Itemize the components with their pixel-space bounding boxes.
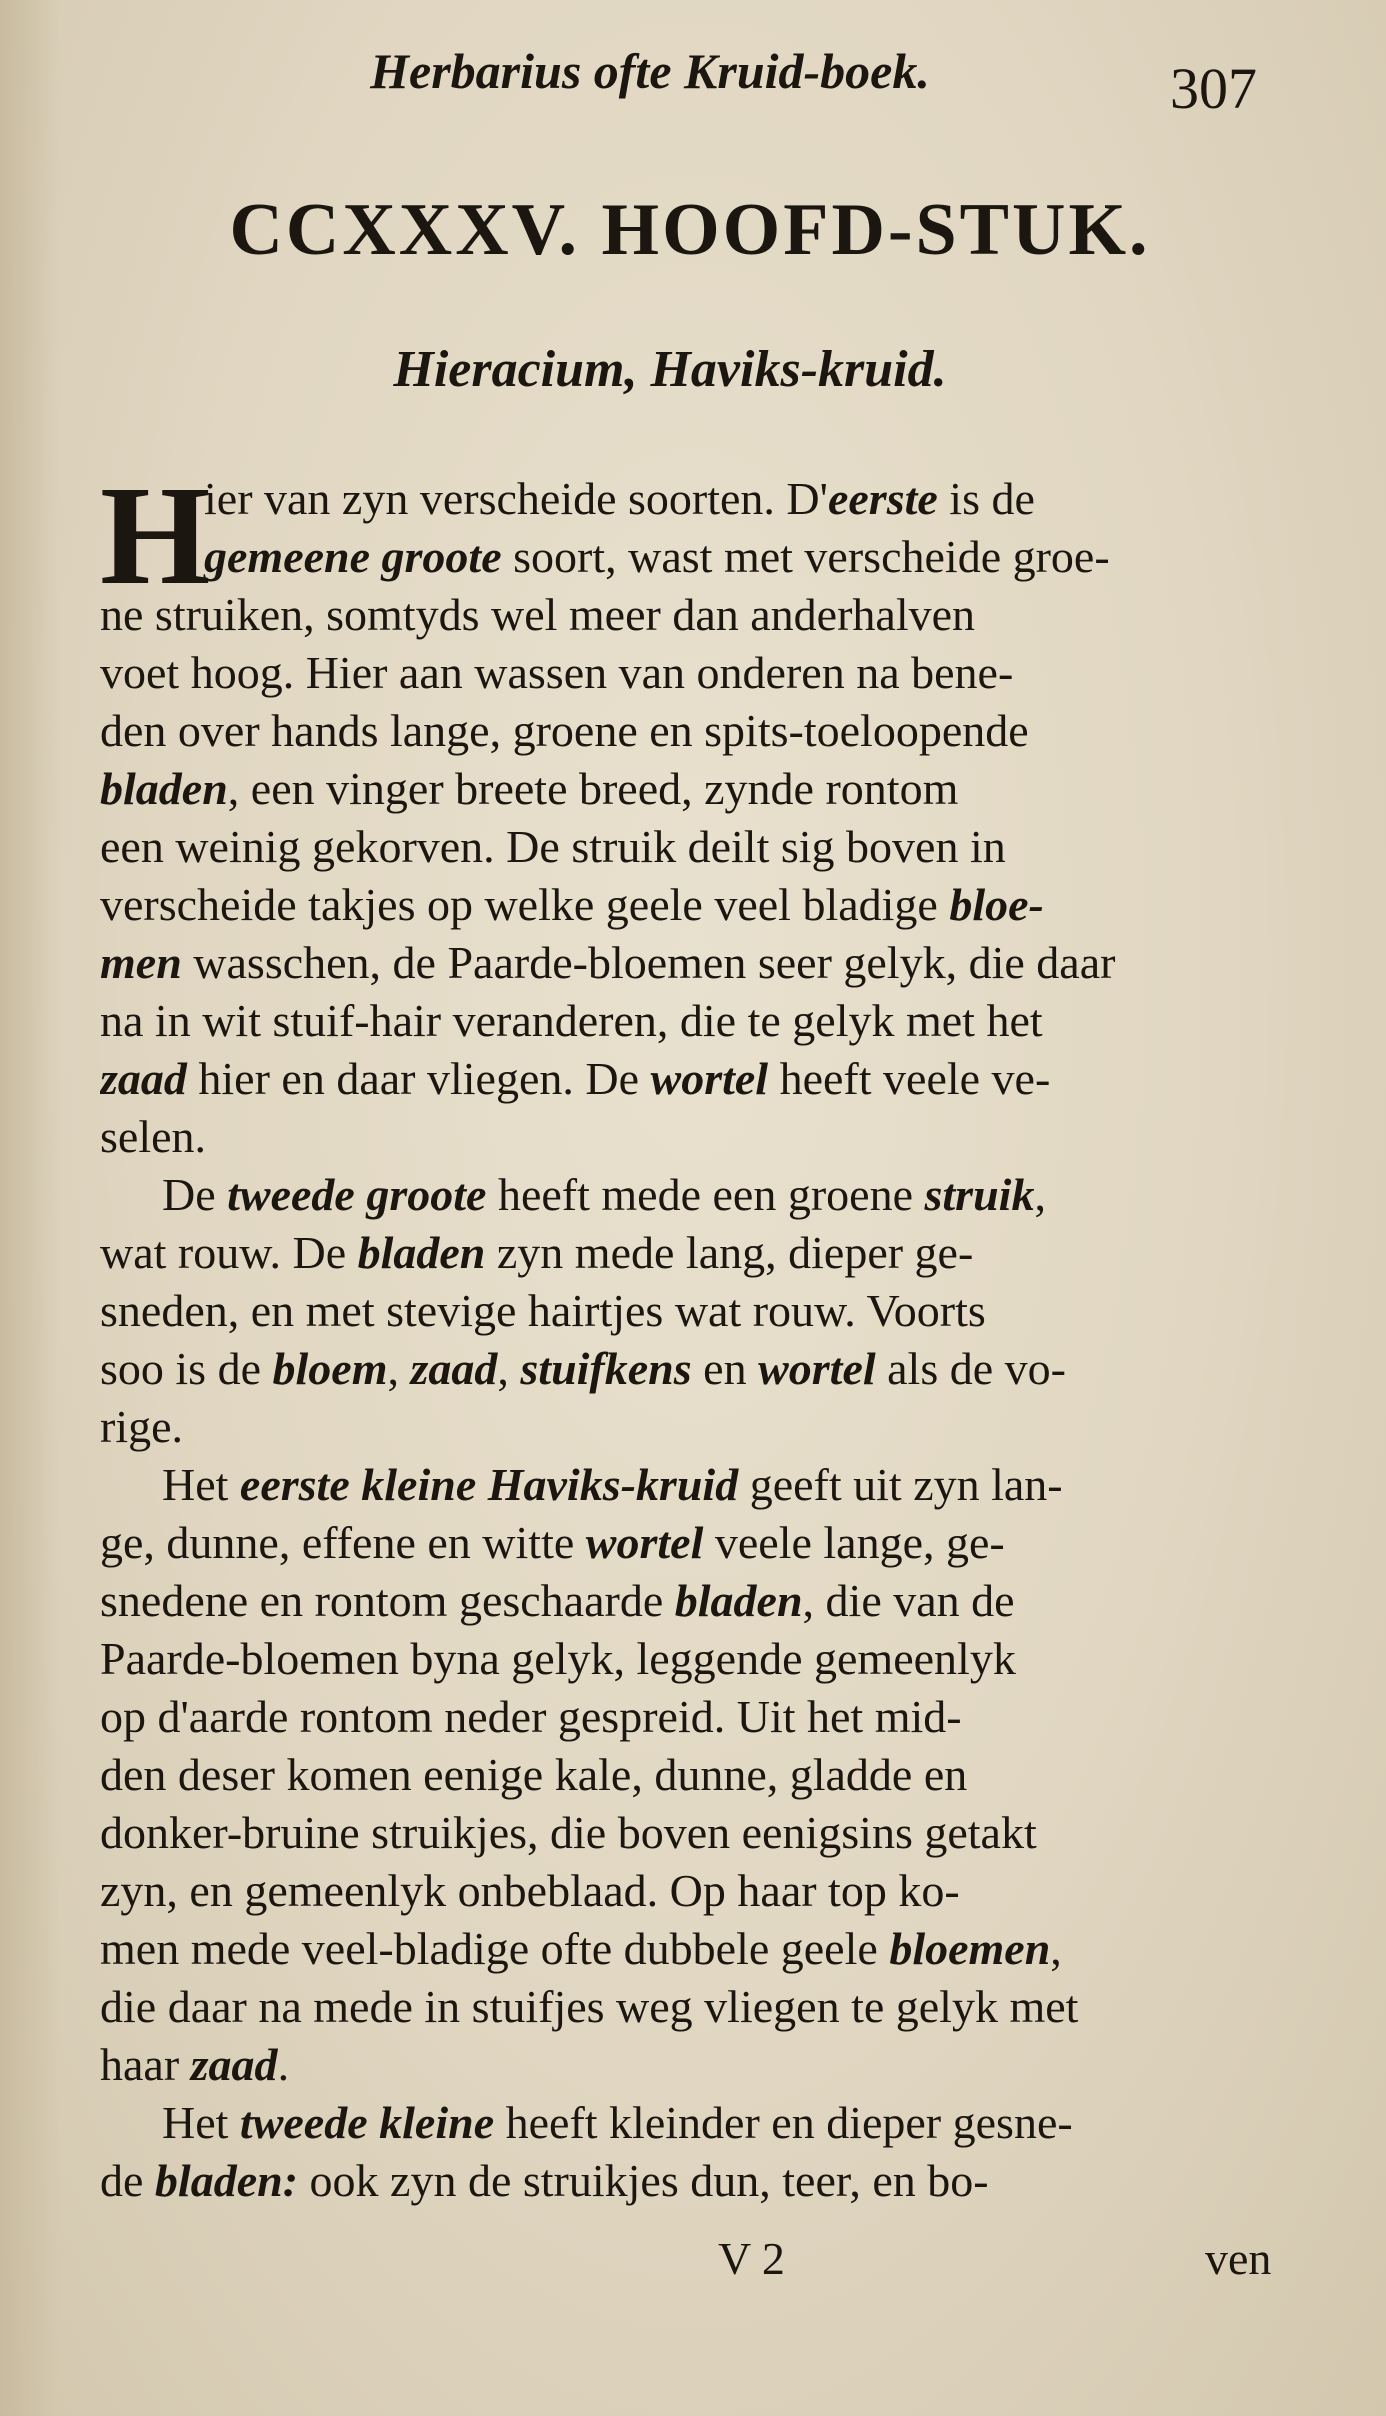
text-run: voet hoog. Hier aan wassen van onderen na bene-: [100, 647, 1014, 698]
italic-term: eerste: [827, 473, 938, 524]
text-run: wasschen, de Paarde-bloemen seer gelyk, die daar: [181, 937, 1116, 988]
text-line: [100, 1224, 1290, 1282]
section-title: Hieracium, Haviks-kruid.: [393, 341, 947, 398]
text-run: , een vinger breete breed, zynde rontom: [227, 763, 959, 814]
text-run: , die van de: [802, 1575, 1015, 1626]
text-line: [100, 1398, 1290, 1456]
text-run: ,: [1034, 1169, 1046, 1220]
text-run: De: [162, 1169, 228, 1220]
chapter-heading: CCXXXV. HOOFD-STUK.: [229, 189, 1151, 271]
text-run: heeft kleinder en dieper gesne-: [494, 2097, 1073, 2148]
text-line: [100, 2036, 1290, 2094]
text-line: [100, 1804, 1290, 1862]
italic-term: men: [100, 937, 182, 988]
text-run: als de vo-: [875, 1343, 1066, 1394]
italic-term: wortel: [758, 1343, 876, 1394]
text-run: hier en daar vliegen. De: [186, 1053, 651, 1104]
text-run: heeft mede een groene: [486, 1169, 925, 1220]
italic-term: zaad: [190, 2039, 278, 2090]
text-run: soo is de: [100, 1343, 273, 1394]
text-line: [100, 586, 1290, 644]
signature-mark: V 2: [718, 2233, 785, 2284]
text-run: na in wit stuif-hair veranderen, die te gelyk met het: [100, 995, 1043, 1046]
text-line: [100, 1340, 1290, 1398]
text-run: zyn mede lang, dieper ge-: [485, 1227, 974, 1278]
text-line: [100, 702, 1290, 760]
text-run: donker-bruine struikjes, die boven eenigsins getakt: [100, 1807, 1037, 1858]
text-line: [100, 1108, 1290, 1166]
text-run: ,: [387, 1343, 411, 1394]
italic-term: bladen: [357, 1227, 486, 1278]
text-line: [100, 528, 1290, 586]
text-run: en: [691, 1343, 759, 1394]
text-line: [100, 1514, 1290, 1572]
italic-term: bladen: [100, 763, 228, 814]
text-run: verscheide takjes op welke geele veel bladige: [100, 879, 950, 930]
text-line: [100, 2152, 1290, 2210]
text-line: [100, 1166, 1290, 1224]
text-line: [100, 1978, 1290, 2036]
text-line: [100, 876, 1290, 934]
text-line: [100, 1456, 1290, 1514]
text-line: [100, 1688, 1290, 1746]
text-line: [100, 992, 1290, 1050]
italic-term: eerste kleine Haviks-kruid: [239, 1459, 739, 1510]
text-line: [100, 470, 1290, 528]
italic-term: wortel: [650, 1053, 769, 1104]
text-run: op d'aarde rontom neder gespreid. Uit het mid-: [100, 1691, 962, 1742]
page-edge-shadow: [0, 0, 60, 2416]
italic-term: wortel: [585, 1517, 704, 1568]
text-line: [100, 2094, 1290, 2152]
text-run: de: [100, 2155, 155, 2206]
italic-term: zaad: [100, 1053, 187, 1104]
text-line: [100, 1282, 1290, 1340]
italic-term: struik: [924, 1169, 1035, 1220]
text-run: men mede veel-bladige ofte dubbele geele: [100, 1923, 890, 1974]
page-number: 307: [1170, 56, 1257, 121]
text-line: [100, 1630, 1290, 1688]
text-run: haar: [100, 2039, 191, 2090]
text-line: [100, 1572, 1290, 1630]
text-run: selen.: [100, 1111, 207, 1162]
text-run: is de: [937, 473, 1035, 524]
text-run: veele lange, ge-: [703, 1517, 1005, 1568]
text-run: Het: [162, 2097, 240, 2148]
italic-term: bloemen: [889, 1923, 1051, 1974]
text-run: zyn, en gemeenlyk onbeblaad. Op haar top ko-: [100, 1865, 960, 1916]
text-run: sneden, en met stevige hairtjes wat rouw. Voorts: [100, 1285, 986, 1336]
italic-term: gemeene groote: [204, 531, 502, 582]
italic-term: stuifkens: [520, 1343, 692, 1394]
text-run: heeft veele ve-: [768, 1053, 1051, 1104]
text-run: ,: [497, 1343, 521, 1394]
text-run: die daar na mede in stuifjes weg vliegen te gelyk met: [100, 1981, 1079, 2032]
text-run: den deser komen eenige kale, dunne, gladde en: [100, 1749, 968, 1800]
text-run: ne struiken, somtyds wel meer dan anderhalven: [100, 589, 976, 640]
running-title: Herbarius ofte Kruid-boek.: [370, 43, 930, 99]
italic-term: bloe-: [949, 879, 1044, 930]
body-text: [100, 456, 1290, 2210]
italic-term: bladen: [674, 1575, 803, 1626]
drop-cap: H: [100, 456, 211, 614]
text-line: [100, 818, 1290, 876]
text-line: [100, 644, 1290, 702]
text-run: ook zyn de struikjes dun, teer, en bo-: [298, 2155, 989, 2206]
text-run: ,: [1050, 1923, 1062, 1974]
text-line: [100, 1050, 1290, 1108]
text-run: geeft uit zyn lan-: [738, 1459, 1063, 1510]
italic-term: tweede groote: [227, 1169, 487, 1220]
text-line: [100, 1862, 1290, 1920]
text-line: [100, 1746, 1290, 1804]
text-run: .: [277, 2039, 290, 2090]
italic-term: zaad: [410, 1343, 498, 1394]
italic-term: bladen:: [154, 2155, 299, 2206]
text-run: soort, wast met verscheide groe-: [501, 531, 1110, 582]
text-run: rige.: [100, 1401, 184, 1452]
text-run: den over hands lange, groene en spits-toeloopende: [100, 705, 1029, 756]
text-line: [100, 760, 1290, 818]
text-run: ier van zyn verscheide soorten. D': [204, 473, 828, 524]
text-line: [100, 1920, 1290, 1978]
text-run: wat rouw. De: [100, 1227, 358, 1278]
italic-term: bloem: [272, 1343, 388, 1394]
text-run: Paarde-bloemen byna gelyk, leggende gemeenlyk: [100, 1633, 1016, 1684]
text-run: ge, dunne, effene en witte: [100, 1517, 586, 1568]
text-run: Het: [162, 1459, 240, 1510]
italic-term: tweede kleine: [239, 2097, 495, 2148]
text-run: een weinig gekorven. De struik deilt sig boven in: [100, 821, 1006, 872]
text-run: snedene en rontom geschaarde: [100, 1575, 675, 1626]
text-line: [100, 934, 1290, 992]
catchword: ven: [1205, 2233, 1272, 2284]
